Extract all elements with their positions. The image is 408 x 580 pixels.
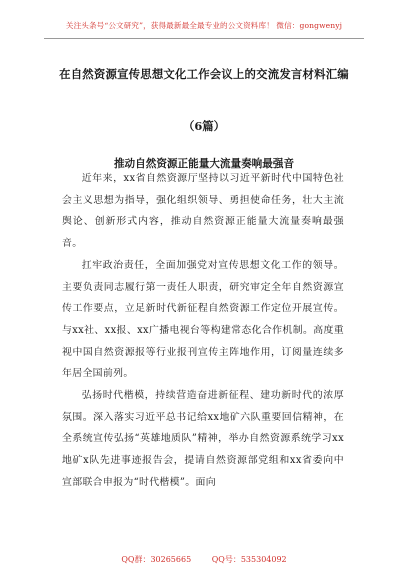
document-title: 在自然资源宣传思想文化工作会议上的交流发言材料汇编 — [59, 67, 349, 81]
footer-contact — [0, 554, 408, 565]
body-paragraph: 弘扬时代楷模，持续营造奋进新征程、建功新时代的浓厚氛围。深入落实习近平总书记给xx地矿六队重要回信精神，在全系统宣传弘扬“英雄地质队”精神，举办自然资源系统学习xx地矿x队先进事迹报告会，提请自然资源部党组和xx省委向中宣部联合申报为“时代楷模”。面向 — [62, 390, 344, 488]
document-body — [62, 168, 344, 494]
footer-qq-number: QQ号：535304092 — [211, 555, 287, 564]
header-divider — [44, 38, 364, 39]
header-banner: 关注头条号“公文研究”，获得最新最全最专业的公文资料库！ 微信：gongwenyj — [65, 21, 343, 30]
section-title: 推动自然资源正能量大流量奏响最强音 — [113, 158, 295, 170]
body-paragraph: 扛牢政治责任，全面加强党对宣传思想文化工作的领导。主要负责同志履行第一责任人职责，研究审定全年自然资源宣传工作要点，立足新时代新征程自然资源工作定位开展宣传。与xx社、xx报、xx广播电视台等构建常态化合作机制。高度重视中国自然资源报等行业报刊宣传主阵地作用，订阅量连续多年居全国前列。 — [62, 259, 344, 380]
footer-qq-group: QQ群：30265665 — [121, 555, 192, 564]
document-count: （6篇） — [182, 119, 226, 133]
body-paragraph: 近年来，xx省自然资源厅坚持以习近平新时代中国特色社会主义思想为指导，强化组织领导、勇担使命任务，壮大主流舆论、创新形式内容，推动自然资源正能量大流量奏响最强音。 — [62, 173, 344, 250]
